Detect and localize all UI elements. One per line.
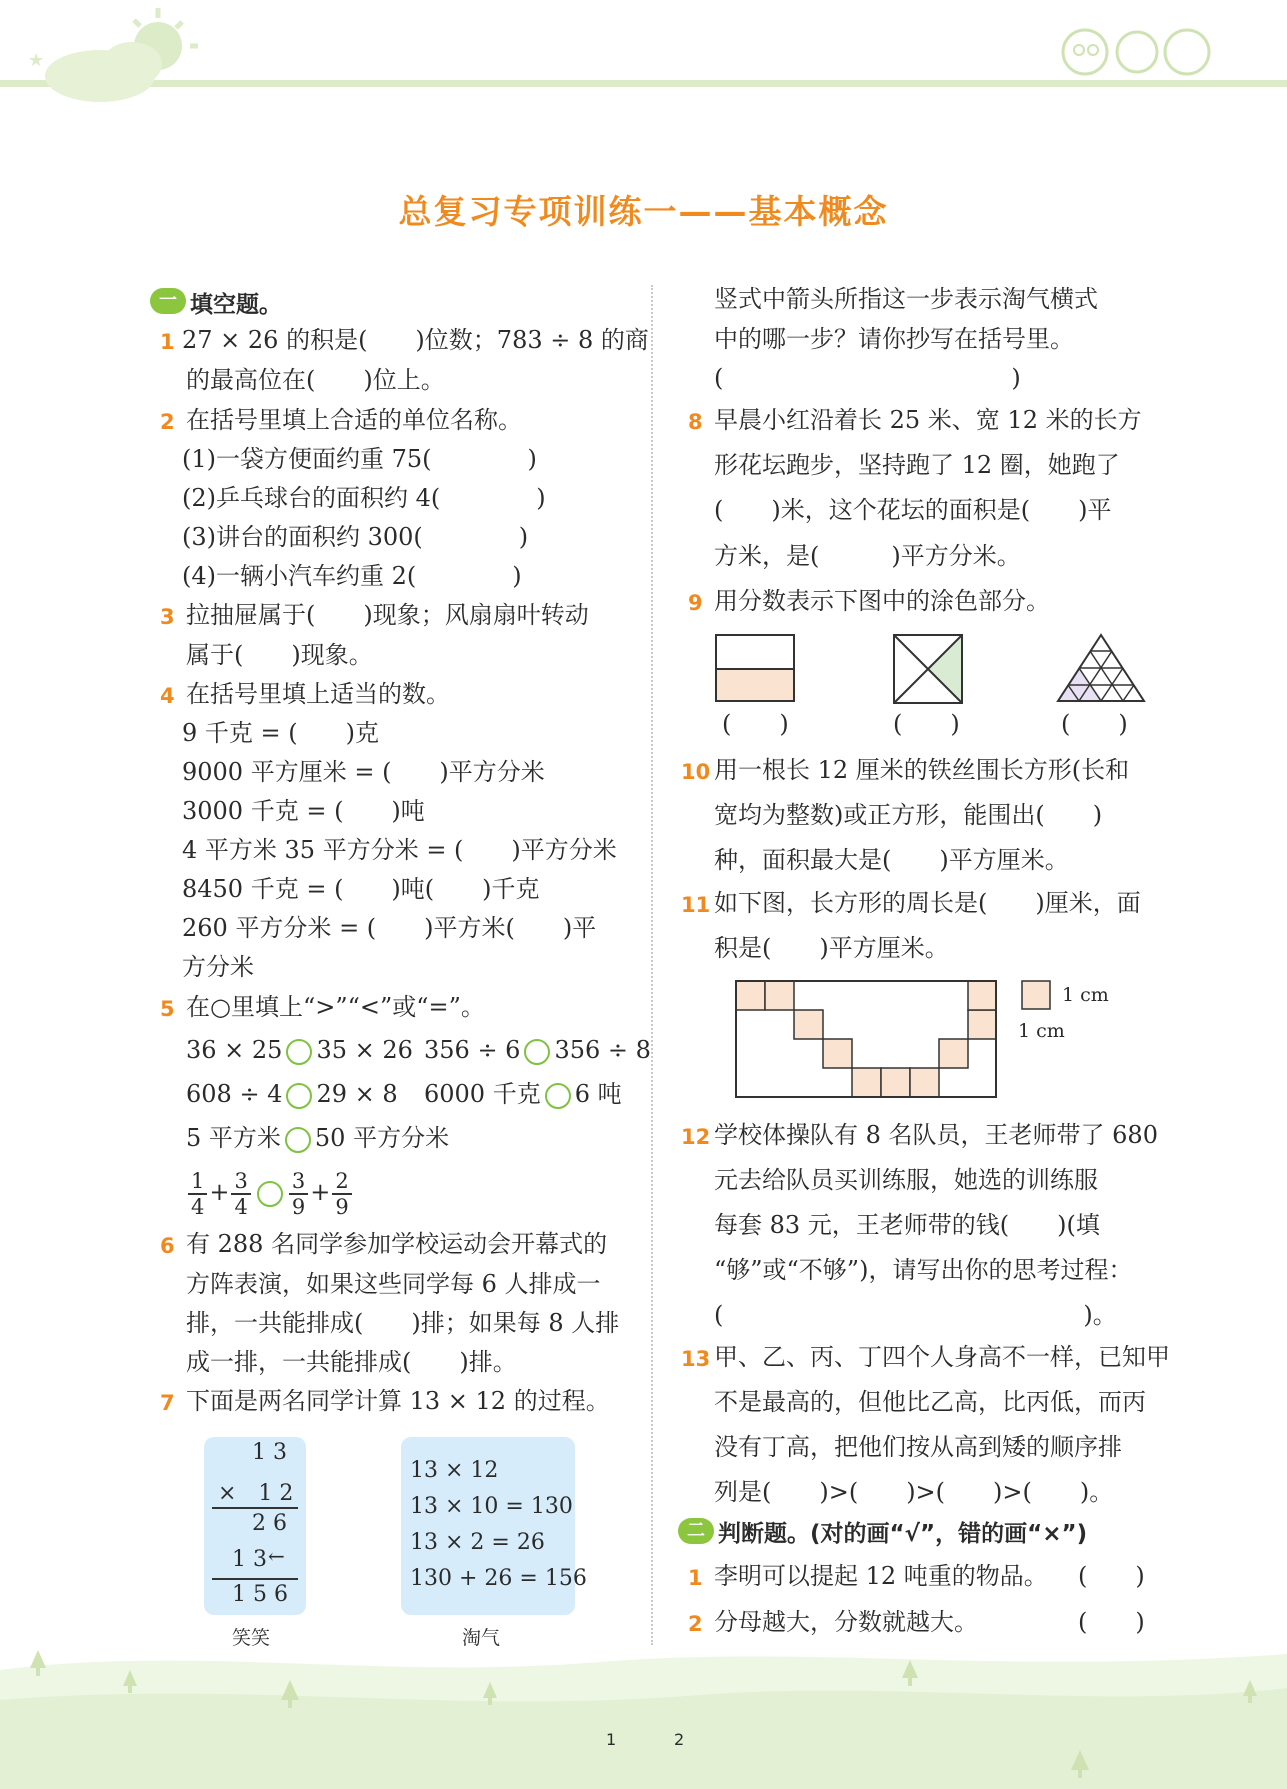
q1-number: 1 xyxy=(160,330,175,354)
unit-label-height: 1 cm xyxy=(1018,1020,1065,1042)
section-badge-2: 二 xyxy=(678,1518,714,1544)
q11-line: 积是( )平方厘米。 xyxy=(714,934,949,962)
q9-blank[interactable]: ( ) xyxy=(722,710,789,738)
q4-line: 9000 平方厘米 = ( )平方分米 xyxy=(182,758,545,786)
q4-line: 8450 千克 = ( )吨( )千克 xyxy=(182,875,540,903)
q2-line: (3)讲台的面积约 300( ) xyxy=(182,523,529,551)
q7-cont-line: 竖式中箭头所指这一步表示淘气横式 xyxy=(714,285,1098,313)
q4-line: 在括号里填上适当的数。 xyxy=(186,680,450,708)
q3-line: 属于( )现象。 xyxy=(186,641,373,669)
figure-rectangle-half xyxy=(714,633,798,703)
q5-row-2-left: 608 ÷ 4 29 × 8 xyxy=(186,1080,398,1108)
q6-line: 排，一共能排成( )排；如果每 8 人排 xyxy=(186,1309,620,1337)
q2-line: (2)乒乓球台的面积约 4( ) xyxy=(182,484,546,512)
q9-blank[interactable]: ( ) xyxy=(893,710,960,738)
q6-line: 方阵表演，如果这些同学每 6 人排成一 xyxy=(186,1270,601,1298)
q4-line: 260 平方分米 = ( )平方米( )平 xyxy=(182,914,597,942)
q11-number: 11 xyxy=(681,893,711,917)
q2-line: 在括号里填上合适的单位名称。 xyxy=(186,406,522,434)
horizontal-calc-line: 130 + 26 = 156 xyxy=(410,1566,587,1591)
caption-xiaoxiao: 笑笑 xyxy=(232,1627,271,1649)
q10-line: 宽均为整数)或正方形，能围出( ) xyxy=(714,801,1103,829)
section-title-1: 填空题。 xyxy=(190,292,282,318)
q13-line: 不是最高的，但他比乙高，比丙低，而丙 xyxy=(714,1388,1146,1416)
section-title-2: 判断题。(对的画“√”，错的画“×”) xyxy=(718,1521,1088,1547)
q1-line: 27 × 26 的积是( )位数；783 ÷ 8 的商 xyxy=(182,326,649,354)
q5-row-fraction: $\frac{1}{4}$ + $\frac{3}{4}$ $\frac{3}{9}$ + $\frac{2}{9}$ xyxy=(186,1162,354,1222)
q4-line: 方分米 xyxy=(182,953,254,981)
page-number-right: 2 xyxy=(674,1730,685,1749)
q2-line: (4)一辆小汽车约重 2( ) xyxy=(182,562,522,590)
q12-line: 元去给队员买训练服，她选的训练服 xyxy=(714,1166,1098,1194)
animal-faces-icon xyxy=(1055,20,1255,80)
compare-circle[interactable] xyxy=(257,1181,283,1207)
unit-label-width: 1 cm xyxy=(1062,984,1109,1006)
figure-square-quarters xyxy=(892,633,966,705)
q8-line: 方米，是( )平方分米。 xyxy=(714,542,1021,570)
compare-circle[interactable] xyxy=(524,1039,550,1065)
q9-number: 9 xyxy=(688,591,703,615)
unit-square-icon xyxy=(1020,979,1054,1013)
figure-staircase-rectangle xyxy=(734,979,998,1099)
q5-row-1-right: 356 ÷ 6 356 ÷ 8 xyxy=(424,1036,651,1064)
q7-answer-blank[interactable]: ( ) xyxy=(714,364,1021,392)
compare-circle[interactable] xyxy=(286,1039,312,1065)
q13-line: 甲、乙、丙、丁四个人身高不一样，已知甲 xyxy=(714,1343,1170,1371)
q5-intro: 在○里填上“>”“<”或“=”。 xyxy=(186,993,485,1021)
q11-line: 如下图，长方形的周长是( )厘米，面 xyxy=(714,889,1141,917)
q4-line: 9 千克 = ( )克 xyxy=(182,719,379,747)
vertical-calc-line: × 1 2 xyxy=(218,1481,294,1506)
q3-number: 3 xyxy=(160,605,175,629)
j1-blank[interactable]: ( ) xyxy=(1078,1562,1145,1590)
horizontal-calc-line: 13 × 10 = 130 xyxy=(410,1494,573,1519)
q5-number: 5 xyxy=(160,997,175,1021)
q12-line: 每套 83 元，王老师带的钱( )(填 xyxy=(714,1211,1100,1239)
horizontal-calc-line: 13 × 12 xyxy=(410,1458,499,1483)
q12-line: ( )。 xyxy=(714,1301,1117,1329)
q6-line: 有 288 名同学参加学校运动会开幕式的 xyxy=(186,1230,608,1258)
vertical-calc-line: 1 3 xyxy=(252,1440,287,1465)
q1-line: 的最高位在( )位上。 xyxy=(186,366,445,394)
sun-cloud-icon xyxy=(20,6,200,106)
q13-number: 13 xyxy=(681,1347,711,1371)
page-title: 总复习专项训练一——基本概念 xyxy=(398,192,889,231)
q13-line: 没有丁高，把他们按从高到矮的顺序排 xyxy=(714,1433,1122,1461)
q6-line: 成一排，一共能排成( )排。 xyxy=(186,1348,517,1376)
q7-intro: 下面是两名同学计算 13 × 12 的过程。 xyxy=(186,1387,610,1415)
j2-number: 2 xyxy=(688,1612,703,1636)
j1-text: 李明可以提起 12 吨重的物品。 xyxy=(714,1562,1048,1590)
q5-row-3: 5 平方米 50 平方分米 xyxy=(186,1124,450,1152)
horizontal-calc-line: 13 × 2 = 26 xyxy=(410,1530,545,1555)
fraction: $\frac{3}{9}$ xyxy=(289,1169,308,1219)
q3-line: 拉抽屉属于( )现象；风扇扇叶转动 xyxy=(186,601,589,629)
q10-line: 种，面积最大是( )平方厘米。 xyxy=(714,846,1069,874)
j1-number: 1 xyxy=(688,1566,703,1590)
q13-line: 列是( )>( )>( )>( )。 xyxy=(714,1478,1114,1506)
q8-number: 8 xyxy=(688,410,703,434)
q12-number: 12 xyxy=(681,1125,711,1149)
calc-rule xyxy=(212,1578,298,1580)
fraction: $\frac{2}{9}$ xyxy=(332,1169,351,1219)
q7-cont-line: 中的哪一步？请你抄写在括号里。 xyxy=(714,325,1074,353)
vertical-calc-line: 1 5 6 xyxy=(232,1582,288,1607)
q12-line: “够”或“不够”)，请写出你的思考过程： xyxy=(714,1256,1133,1284)
q6-number: 6 xyxy=(160,1234,175,1258)
vertical-calc-line: 2 6 xyxy=(252,1511,287,1536)
calc-rule xyxy=(212,1507,298,1509)
q5-row-2-right: 6000 千克 6 吨 xyxy=(424,1080,622,1108)
caption-taoqi: 淘气 xyxy=(462,1627,501,1649)
section-badge-1: 一 xyxy=(150,288,186,314)
q10-line: 用一根长 12 厘米的铁丝围长方形(长和 xyxy=(714,756,1130,784)
q9-blank[interactable]: ( ) xyxy=(1061,710,1128,738)
figure-triangle-grid xyxy=(1054,633,1148,705)
q12-line: 学校体操队有 8 名队员，王老师带了 680 xyxy=(714,1121,1158,1149)
column-divider xyxy=(651,285,653,1645)
q8-line: 形花坛跑步，坚持跑了 12 圈，她跑了 xyxy=(714,451,1120,479)
q7-number: 7 xyxy=(160,1391,175,1415)
landscape-footer-icon xyxy=(0,1640,1287,1789)
q4-line: 3000 千克 = ( )吨 xyxy=(182,797,425,825)
compare-circle[interactable] xyxy=(545,1083,571,1109)
q5-row-1-left: 36 × 25 35 × 26 xyxy=(186,1036,413,1064)
q4-number: 4 xyxy=(160,684,175,708)
arrow-icon: ← xyxy=(268,1544,285,1568)
j2-blank[interactable]: ( ) xyxy=(1078,1608,1145,1636)
fraction: $\frac{3}{4}$ xyxy=(231,1169,250,1219)
j2-text: 分母越大，分数就越大。 xyxy=(714,1608,978,1636)
q9-line: 用分数表示下图中的涂色部分。 xyxy=(714,587,1050,615)
compare-circle[interactable] xyxy=(286,1083,312,1109)
svg-text:★: ★ xyxy=(28,50,45,71)
vertical-calc-line: 1 3 xyxy=(232,1547,267,1572)
q2-number: 2 xyxy=(160,410,175,434)
q8-line: ( )米，这个花坛的面积是( )平 xyxy=(714,496,1112,524)
q8-line: 早晨小红沿着长 25 米、宽 12 米的长方 xyxy=(714,406,1142,434)
q2-line: (1)一袋方便面约重 75( ) xyxy=(182,445,537,473)
q4-line: 4 平方米 35 平方分米 = ( )平方分米 xyxy=(182,836,617,864)
fraction: $\frac{1}{4}$ xyxy=(188,1169,207,1219)
page-number-left: 1 xyxy=(606,1730,617,1749)
q10-number: 10 xyxy=(681,760,711,784)
compare-circle[interactable] xyxy=(285,1127,311,1153)
